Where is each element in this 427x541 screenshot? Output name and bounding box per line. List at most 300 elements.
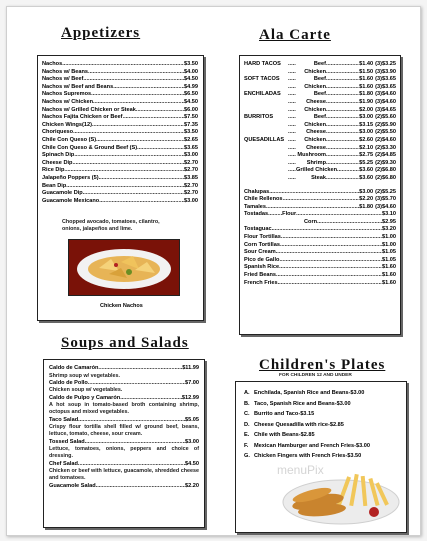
item-price: $3.00 bbox=[184, 197, 198, 204]
item-price: $1.80 bbox=[359, 203, 374, 210]
item-category bbox=[244, 122, 288, 130]
soup-entry bbox=[49, 395, 199, 417]
leader-dots bbox=[326, 122, 359, 130]
item-variant: Cheese bbox=[306, 144, 326, 151]
leader-dots bbox=[120, 395, 182, 403]
item-price: $1.60 bbox=[359, 83, 374, 90]
leader-dots bbox=[326, 107, 359, 115]
item-name: Nachos w/ Beef bbox=[42, 76, 84, 83]
item-category bbox=[244, 84, 288, 92]
soup-entry-row bbox=[49, 417, 199, 425]
item-category bbox=[244, 175, 288, 183]
item-price: $4.99 bbox=[184, 83, 198, 90]
alacarte-item bbox=[244, 84, 396, 92]
leader-dots bbox=[288, 137, 296, 145]
soup-item bbox=[49, 380, 199, 388]
item-price: $3.60 bbox=[359, 174, 374, 181]
item-price: $7.50 bbox=[184, 114, 198, 121]
item-price: $2.00 bbox=[359, 106, 374, 113]
item-variant: Beef bbox=[313, 91, 326, 98]
item-variant: Chicken bbox=[304, 106, 326, 113]
item-price: $1.60 bbox=[382, 272, 396, 279]
menu-page bbox=[6, 6, 421, 536]
leader-dots bbox=[288, 145, 296, 153]
item-name: Chef Salad bbox=[49, 460, 78, 467]
soups-title: Soups and Salads bbox=[61, 335, 189, 351]
soups-box bbox=[43, 359, 205, 528]
chicken-nachos-photo bbox=[68, 239, 180, 296]
alacarte-item bbox=[244, 145, 396, 153]
alacarte-extra-item bbox=[244, 280, 396, 288]
nachos-plate-image bbox=[69, 240, 179, 295]
appetizer-item bbox=[42, 175, 198, 183]
guacamole-description: Chopped avocado, tomatoes, cilantro, onions, jalapeños and lime. bbox=[62, 219, 160, 233]
children-subtitle: FOR CHILDREN 12 AND UNDER bbox=[279, 373, 352, 378]
item-price: $2.70 bbox=[184, 159, 198, 166]
item-name: Guacamole Mexicano bbox=[42, 197, 100, 204]
child-plate-item bbox=[244, 409, 404, 420]
item-letter: C. bbox=[244, 411, 250, 417]
item-price: $2.95 bbox=[382, 218, 396, 225]
item-description: Crispy flour tortilla shell filled w/ ground beef, beans, lettuce, tomato, cheese, sour cream. bbox=[49, 424, 199, 438]
item-category bbox=[244, 152, 288, 160]
item-description: Chicken soup w/ vegetables. bbox=[49, 387, 123, 394]
item-price: $1.60 bbox=[382, 279, 396, 286]
appetizer-item bbox=[42, 167, 198, 175]
item-multi-price: (3)$3.25 bbox=[375, 61, 396, 67]
soup-entry-row bbox=[49, 395, 199, 403]
leader-dots bbox=[62, 61, 184, 69]
item-name: Pico de Gallo bbox=[244, 256, 280, 263]
item-name: Nachos w/ Beans bbox=[42, 68, 89, 75]
item-price: $5.05 bbox=[185, 416, 199, 423]
leader-dots bbox=[66, 183, 184, 191]
item-variant: Steak bbox=[311, 174, 326, 181]
leader-dots bbox=[266, 204, 359, 212]
alacarte-item bbox=[244, 91, 396, 99]
appetizer-item bbox=[42, 152, 198, 160]
item-price: $1.50 bbox=[359, 68, 374, 75]
item-name: Taco Salad bbox=[49, 416, 79, 423]
item-variant: Beef bbox=[313, 76, 326, 83]
item-variant: Grilled Chicken bbox=[296, 167, 338, 174]
leader-dots bbox=[280, 242, 382, 250]
leader-dots bbox=[113, 84, 184, 92]
appetizer-item bbox=[42, 160, 198, 168]
alacarte-item bbox=[244, 167, 396, 175]
item-name: Chicken Wings(12) bbox=[42, 121, 92, 128]
item-name: Caldo de Camarón bbox=[49, 365, 99, 371]
watermark-text: menuPix bbox=[277, 463, 324, 477]
item-price: $3.00 bbox=[359, 114, 374, 121]
leader-dots bbox=[326, 145, 359, 153]
item-name: Nachos Fajita Chicken or Beef bbox=[42, 114, 123, 121]
item-variant: Corn bbox=[304, 218, 318, 225]
item-price: $3.00 bbox=[359, 188, 374, 195]
appetizer-item bbox=[42, 84, 198, 92]
leader-dots bbox=[326, 91, 359, 99]
item-category bbox=[244, 69, 288, 77]
leader-dots bbox=[288, 152, 296, 160]
leader-dots bbox=[288, 99, 296, 107]
item-multi-price: (2)$3.30 bbox=[375, 144, 396, 151]
appetizers-box bbox=[37, 55, 204, 321]
appetizer-item bbox=[42, 137, 198, 145]
item-variant: Mushroom bbox=[297, 152, 326, 159]
item-price: $6.00 bbox=[184, 106, 198, 113]
leader-dots bbox=[93, 99, 184, 107]
item-multi-price: (3)$4.65 bbox=[375, 106, 396, 113]
soup-entry-row bbox=[49, 439, 199, 447]
item-multi-price: (2)$5.90 bbox=[375, 121, 396, 128]
leader-dots bbox=[288, 76, 296, 84]
item-letter: G. bbox=[244, 453, 250, 459]
children-box bbox=[235, 381, 407, 533]
leader-dots bbox=[288, 107, 296, 115]
item-name: Caldo de Pollo bbox=[49, 379, 88, 386]
item-name: Guacamole Dip bbox=[42, 190, 83, 197]
soup-item bbox=[49, 439, 199, 447]
item-multi-price: (3)$3.90 bbox=[375, 68, 396, 75]
appetizer-item bbox=[42, 107, 198, 115]
item-name: Nachos w/ Beef and Beans bbox=[42, 83, 114, 90]
item-price: $4.50 bbox=[184, 98, 198, 105]
item-variant: Chicken bbox=[304, 136, 326, 143]
leader-dots bbox=[296, 211, 382, 219]
item-variant: Chicken bbox=[304, 68, 326, 75]
item-price: $7.35 bbox=[184, 121, 198, 128]
item-price: $3.00 bbox=[359, 129, 374, 136]
item-price: $3.85 bbox=[184, 174, 198, 181]
soup-entry bbox=[49, 483, 199, 491]
item-price: $7.00 bbox=[185, 379, 199, 386]
item-text: Enchilada, Spanish Rice and Beans-$3.00 bbox=[254, 390, 365, 396]
leader-dots bbox=[92, 122, 184, 130]
alacarte-item bbox=[244, 69, 396, 77]
alacarte-simple-item bbox=[244, 196, 396, 204]
item-multi-price: (2)$5.50 bbox=[375, 129, 396, 136]
item-price: $1.00 bbox=[382, 241, 396, 248]
alacarte-box bbox=[239, 55, 401, 335]
item-name: Corn Tortillas bbox=[244, 241, 280, 248]
leader-dots bbox=[288, 129, 296, 137]
item-variant: Beef bbox=[313, 61, 326, 67]
soup-entry bbox=[49, 365, 199, 380]
item-letter: E. bbox=[244, 432, 250, 438]
soup-entry-row bbox=[49, 365, 199, 373]
item-name: Nachos w/ Chicken bbox=[42, 98, 93, 105]
item-name: Cheese Dip bbox=[42, 159, 73, 166]
item-multi-price: (3)$3.65 bbox=[375, 83, 396, 90]
child-plate-item bbox=[244, 399, 404, 410]
alacarte-extra-item bbox=[244, 234, 396, 242]
alacarte-item bbox=[244, 99, 396, 107]
item-letter: D. bbox=[244, 421, 250, 428]
leader-dots bbox=[288, 84, 296, 92]
alacarte-simple-item bbox=[244, 204, 396, 212]
item-description: Shrimp soup w/ vegetables. bbox=[49, 372, 120, 379]
item-category: BURRITOS bbox=[244, 114, 274, 121]
photo-caption: Chicken Nachos bbox=[100, 303, 143, 309]
item-multi-price: (2)$9.30 bbox=[375, 159, 396, 166]
appetizer-item bbox=[42, 114, 198, 122]
item-price: $3.00 bbox=[184, 152, 198, 159]
item-price: $2.10 bbox=[359, 144, 374, 151]
leader-dots bbox=[288, 160, 296, 168]
leader-dots bbox=[276, 249, 382, 257]
soup-entry bbox=[49, 461, 199, 483]
soup-entry-row bbox=[49, 483, 199, 491]
leader-dots bbox=[288, 61, 296, 69]
item-price: $1.80 bbox=[359, 91, 374, 98]
item-price: $1.40 bbox=[359, 61, 374, 67]
item-price: $2.70 bbox=[184, 190, 198, 197]
item-price: $3.50 bbox=[184, 129, 198, 136]
item-category: HARD TACOS bbox=[244, 61, 281, 67]
item-price: $12.99 bbox=[181, 394, 199, 401]
alacarte-list bbox=[244, 61, 396, 287]
item-name: Jalapeño Poppers (5) bbox=[42, 174, 99, 181]
item-price: $2.20 bbox=[359, 196, 374, 203]
leader-dots bbox=[337, 167, 359, 175]
item-category bbox=[244, 99, 288, 107]
soup-item bbox=[49, 417, 199, 425]
item-price: $1.05 bbox=[382, 249, 396, 256]
item-multi-price: (3)$4.60 bbox=[375, 98, 396, 105]
alacarte-item bbox=[244, 137, 396, 145]
appetizer-item bbox=[42, 99, 198, 107]
tostadas-corn-item bbox=[244, 219, 396, 227]
item-name: Spinach Dip bbox=[42, 152, 75, 159]
leader-dots bbox=[326, 129, 359, 137]
alacarte-item bbox=[244, 114, 396, 122]
item-variant: Cheese bbox=[306, 129, 326, 136]
child-plate-item bbox=[244, 388, 404, 399]
soup-item bbox=[49, 483, 199, 491]
leader-dots bbox=[85, 439, 185, 447]
item-text: Burrito and Taco-$3.15 bbox=[254, 411, 315, 417]
alacarte-extra-item bbox=[244, 242, 396, 250]
item-price: $3.65 bbox=[184, 144, 198, 151]
item-name: Tamales bbox=[244, 203, 266, 210]
alacarte-item bbox=[244, 152, 396, 160]
item-text: Cheese Quesadilla with rice-$2.85 bbox=[254, 421, 344, 428]
child-plate-item bbox=[244, 441, 404, 452]
item-name: Chile Con Queso (S) bbox=[42, 136, 97, 143]
child-plate-item bbox=[244, 451, 404, 462]
item-multi-price: (3)$3.65 bbox=[375, 76, 396, 83]
item-letter: A. bbox=[244, 390, 250, 396]
leader-dots bbox=[283, 196, 360, 204]
item-letter: B. bbox=[244, 400, 250, 407]
leader-dots bbox=[269, 189, 359, 197]
item-price: $2.75 bbox=[359, 152, 374, 159]
appetizer-item bbox=[42, 198, 198, 206]
leader-dots bbox=[326, 61, 359, 69]
alacarte-item bbox=[244, 61, 396, 69]
item-multi-price: (2)$6.80 bbox=[375, 174, 396, 181]
leader-dots bbox=[268, 211, 282, 219]
leader-dots bbox=[73, 129, 184, 137]
item-name: Nachos w/ Grilled Chicken or Steak bbox=[42, 106, 136, 113]
item-category bbox=[244, 107, 288, 115]
item-description: A hot soup in tomato-based broth containing shrimp, octopus and mixed vegetables. bbox=[49, 402, 199, 416]
item-price: $6.50 bbox=[184, 91, 198, 98]
leader-dots bbox=[326, 99, 359, 107]
item-price: $2.60 bbox=[359, 136, 374, 143]
leader-dots bbox=[99, 198, 184, 206]
item-multi-price: (3)$4.60 bbox=[375, 91, 396, 98]
item-name: French Fries bbox=[244, 279, 278, 286]
children-title: Children's Plates bbox=[259, 357, 386, 373]
item-description: Chicken or beef with lettuce, guacamole, shredded cheese and tomatoes. bbox=[49, 468, 199, 482]
soup-entry-row bbox=[49, 461, 199, 469]
child-plate-item bbox=[244, 430, 404, 441]
leader-dots bbox=[326, 137, 359, 145]
item-price: $2.65 bbox=[184, 136, 198, 143]
alacarte-extra-item bbox=[244, 264, 396, 272]
item-multi-price: (2)$6.80 bbox=[375, 167, 396, 174]
item-price: $4.00 bbox=[184, 68, 198, 75]
item-price: $1.00 bbox=[382, 234, 396, 241]
leader-dots bbox=[278, 280, 382, 288]
leader-dots bbox=[99, 175, 184, 183]
leader-dots bbox=[137, 145, 184, 153]
soup-entry bbox=[49, 417, 199, 439]
item-price: $1.60 bbox=[382, 264, 396, 271]
leader-dots bbox=[83, 190, 184, 198]
leader-dots bbox=[74, 152, 184, 160]
leader-dots bbox=[78, 417, 185, 425]
item-price: $3.00 bbox=[185, 438, 199, 445]
item-price: $3.10 bbox=[382, 211, 396, 218]
item-variant: Flour bbox=[282, 211, 297, 218]
item-multi-price: (2)$4.60 bbox=[375, 136, 396, 143]
item-category bbox=[244, 160, 288, 168]
alacarte-item bbox=[244, 122, 396, 130]
item-multi-price: (2)$5.25 bbox=[375, 188, 396, 195]
appetizer-item bbox=[42, 145, 198, 153]
alacarte-extra-item bbox=[244, 249, 396, 257]
leader-dots bbox=[96, 483, 185, 491]
soup-entry-row bbox=[49, 380, 199, 388]
children-list bbox=[244, 388, 404, 462]
leader-dots bbox=[96, 137, 184, 145]
item-variant: Beef bbox=[313, 114, 326, 121]
appetizer-item bbox=[42, 190, 198, 198]
item-name: Chile Con Queso & Ground Beef (S) bbox=[42, 144, 138, 151]
leader-dots bbox=[123, 114, 184, 122]
leader-dots bbox=[288, 114, 296, 122]
leader-dots bbox=[78, 461, 185, 469]
item-name: Guacamole Salad bbox=[49, 482, 96, 489]
item-text: Chicken Fingers with French Fries-$3.50 bbox=[254, 453, 362, 459]
leader-dots bbox=[88, 380, 185, 388]
leader-dots bbox=[98, 365, 182, 373]
leader-dots bbox=[83, 76, 184, 84]
item-category: QUESADILLAS bbox=[244, 136, 285, 143]
soups-list bbox=[49, 365, 199, 490]
tostadas-flour-item bbox=[244, 211, 396, 219]
child-plate-item bbox=[244, 420, 404, 431]
appetizer-item bbox=[42, 91, 198, 99]
leader-dots bbox=[88, 69, 184, 77]
item-text: Taco, Spanish Rice and Beans-$3.00 bbox=[254, 400, 351, 407]
item-category bbox=[244, 145, 288, 153]
item-description: Lettuce, tomatoes, onions, peppers and choice of dressing. bbox=[49, 446, 199, 460]
item-name: Flour Tortillas bbox=[244, 234, 281, 241]
appetizer-item bbox=[42, 122, 198, 130]
leader-dots bbox=[288, 69, 296, 77]
item-name: Chalupas bbox=[244, 188, 270, 195]
item-multi-price: (3)$5.70 bbox=[375, 196, 396, 203]
item-name: Tostadas bbox=[244, 211, 269, 218]
item-name: Rice Dip bbox=[42, 167, 65, 174]
item-price: $2.70 bbox=[184, 182, 198, 189]
item-multi-price: (2)$5.60 bbox=[375, 114, 396, 121]
soup-item bbox=[49, 395, 199, 403]
item-price: $2.20 bbox=[185, 482, 199, 489]
item-price: $3.15 bbox=[359, 121, 374, 128]
item-variant: Chicken bbox=[304, 83, 326, 90]
item-multi-price: (3)$4.60 bbox=[375, 203, 396, 210]
leader-dots bbox=[279, 264, 382, 272]
alacarte-item bbox=[244, 160, 396, 168]
alacarte-item bbox=[244, 175, 396, 183]
item-name: Nachos Supremos bbox=[42, 91, 92, 98]
leader-dots bbox=[317, 219, 382, 227]
leader-dots bbox=[279, 257, 382, 265]
leader-dots bbox=[288, 91, 296, 99]
leader-dots bbox=[91, 91, 184, 99]
item-name: Sour Cream bbox=[244, 249, 276, 256]
item-price: $1.05 bbox=[382, 256, 396, 263]
appetizer-item bbox=[42, 183, 198, 191]
leader-dots bbox=[326, 160, 359, 168]
soup-entry bbox=[49, 439, 199, 461]
appetizer-item bbox=[42, 76, 198, 84]
leader-dots bbox=[288, 175, 296, 183]
alacarte-item bbox=[244, 129, 396, 137]
item-name: Tossed Salad bbox=[49, 438, 85, 445]
leader-dots bbox=[276, 272, 382, 280]
alacarte-title: Ala Carte bbox=[259, 27, 331, 43]
leader-dots bbox=[326, 69, 359, 77]
leader-dots bbox=[326, 114, 359, 122]
item-text: Chile with Beans-$2.85 bbox=[254, 432, 315, 438]
appetizer-item bbox=[42, 129, 198, 137]
item-name: Tostaguac bbox=[244, 226, 272, 233]
soup-entry bbox=[49, 380, 199, 395]
item-name: Caldo de Pulpo y Camarón bbox=[49, 394, 121, 401]
leader-dots bbox=[64, 167, 184, 175]
item-category bbox=[244, 167, 288, 175]
item-price: $3.50 bbox=[184, 61, 198, 67]
item-price: $5.25 bbox=[359, 159, 374, 166]
leader-dots bbox=[326, 76, 359, 84]
item-price: $3.20 bbox=[382, 226, 396, 233]
leader-dots bbox=[272, 226, 382, 234]
alacarte-item bbox=[244, 107, 396, 115]
leader-dots bbox=[136, 107, 184, 115]
item-category: SOFT TACOS bbox=[244, 76, 280, 83]
item-variant: Shrimp bbox=[306, 159, 326, 166]
item-name: Choriqueso bbox=[42, 129, 74, 136]
leader-dots bbox=[288, 122, 296, 130]
item-category: ENCHILADAS bbox=[244, 91, 281, 98]
item-name: Fried Beans bbox=[244, 272, 277, 279]
item-name: Bean Dip bbox=[42, 182, 67, 189]
